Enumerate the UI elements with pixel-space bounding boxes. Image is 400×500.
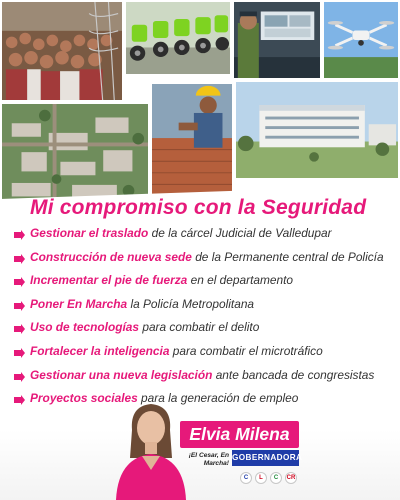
- arrow-icon: [14, 230, 25, 240]
- party-logo: CR: [285, 472, 297, 484]
- commitment-highlight: Proyectos sociales: [30, 391, 138, 406]
- arrow-icon: [14, 254, 25, 264]
- prison-crowd-photo: [0, 0, 124, 102]
- commitment-highlight: Fortalecer la inteligencia: [30, 343, 170, 358]
- arrow-icon: [14, 348, 25, 358]
- candidate-role: GOBERNADORA: [232, 450, 299, 466]
- arrow-icon: [14, 301, 25, 311]
- candidate-name: Elvia Milena: [180, 421, 299, 448]
- police-motorcycles-photo: [124, 0, 232, 76]
- drone-photo: [322, 0, 400, 80]
- commitment-highlight: Construcción de nueva sede: [30, 249, 192, 264]
- commitment-detail: ante bancada de congresistas: [212, 367, 375, 382]
- arrow-icon: [14, 277, 25, 287]
- arrow-icon: [14, 372, 25, 382]
- arrow-icon: [14, 395, 25, 405]
- party-logo: L: [255, 472, 267, 484]
- commitments-list: [14, 222, 394, 411]
- party-logo: C: [270, 472, 282, 484]
- list-item: [14, 222, 394, 246]
- commitment-detail: para combatir el microtráfico: [169, 343, 323, 358]
- candidate-portrait: [112, 400, 190, 500]
- commitment-detail: de la cárcel Judicial de Valledupar: [148, 226, 332, 240]
- commitment-highlight: Uso de tecnologías: [30, 320, 140, 335]
- list-item: [14, 316, 394, 340]
- commitment-detail: de la Permanente central de Policía: [191, 249, 384, 264]
- photo-collage: [0, 0, 400, 210]
- list-item: [14, 364, 394, 388]
- new-building-photo: [234, 80, 400, 180]
- commitment-detail: en el departamento: [187, 273, 294, 288]
- commitment-detail: la Policía Metropolitana: [127, 296, 255, 311]
- list-item: [14, 387, 394, 411]
- campaign-slogan: ¡El Cesar, En Marcha!: [188, 452, 229, 467]
- surveillance-monitor-photo: [232, 0, 322, 80]
- list-item: [14, 340, 394, 364]
- list-item: [14, 269, 394, 293]
- page-title: Mi compromiso con la Seguridad: [30, 196, 367, 219]
- party-logos: [240, 472, 297, 484]
- commitment-detail: para la generación de empleo: [137, 391, 299, 406]
- commitment-highlight: Gestionar una nueva legislación: [30, 367, 213, 382]
- commitment-highlight: Incrementar el pie de fuerza: [30, 273, 188, 288]
- commitment-detail: para combatir el delito: [139, 320, 260, 335]
- commitment-highlight: Gestionar el traslado: [30, 226, 149, 240]
- commitment-highlight: Poner En Marcha: [30, 296, 128, 311]
- list-item: [14, 293, 394, 317]
- list-item: [14, 246, 394, 270]
- party-logo: C: [240, 472, 252, 484]
- arrow-icon: [14, 324, 25, 334]
- construction-worker-photo: [150, 82, 234, 198]
